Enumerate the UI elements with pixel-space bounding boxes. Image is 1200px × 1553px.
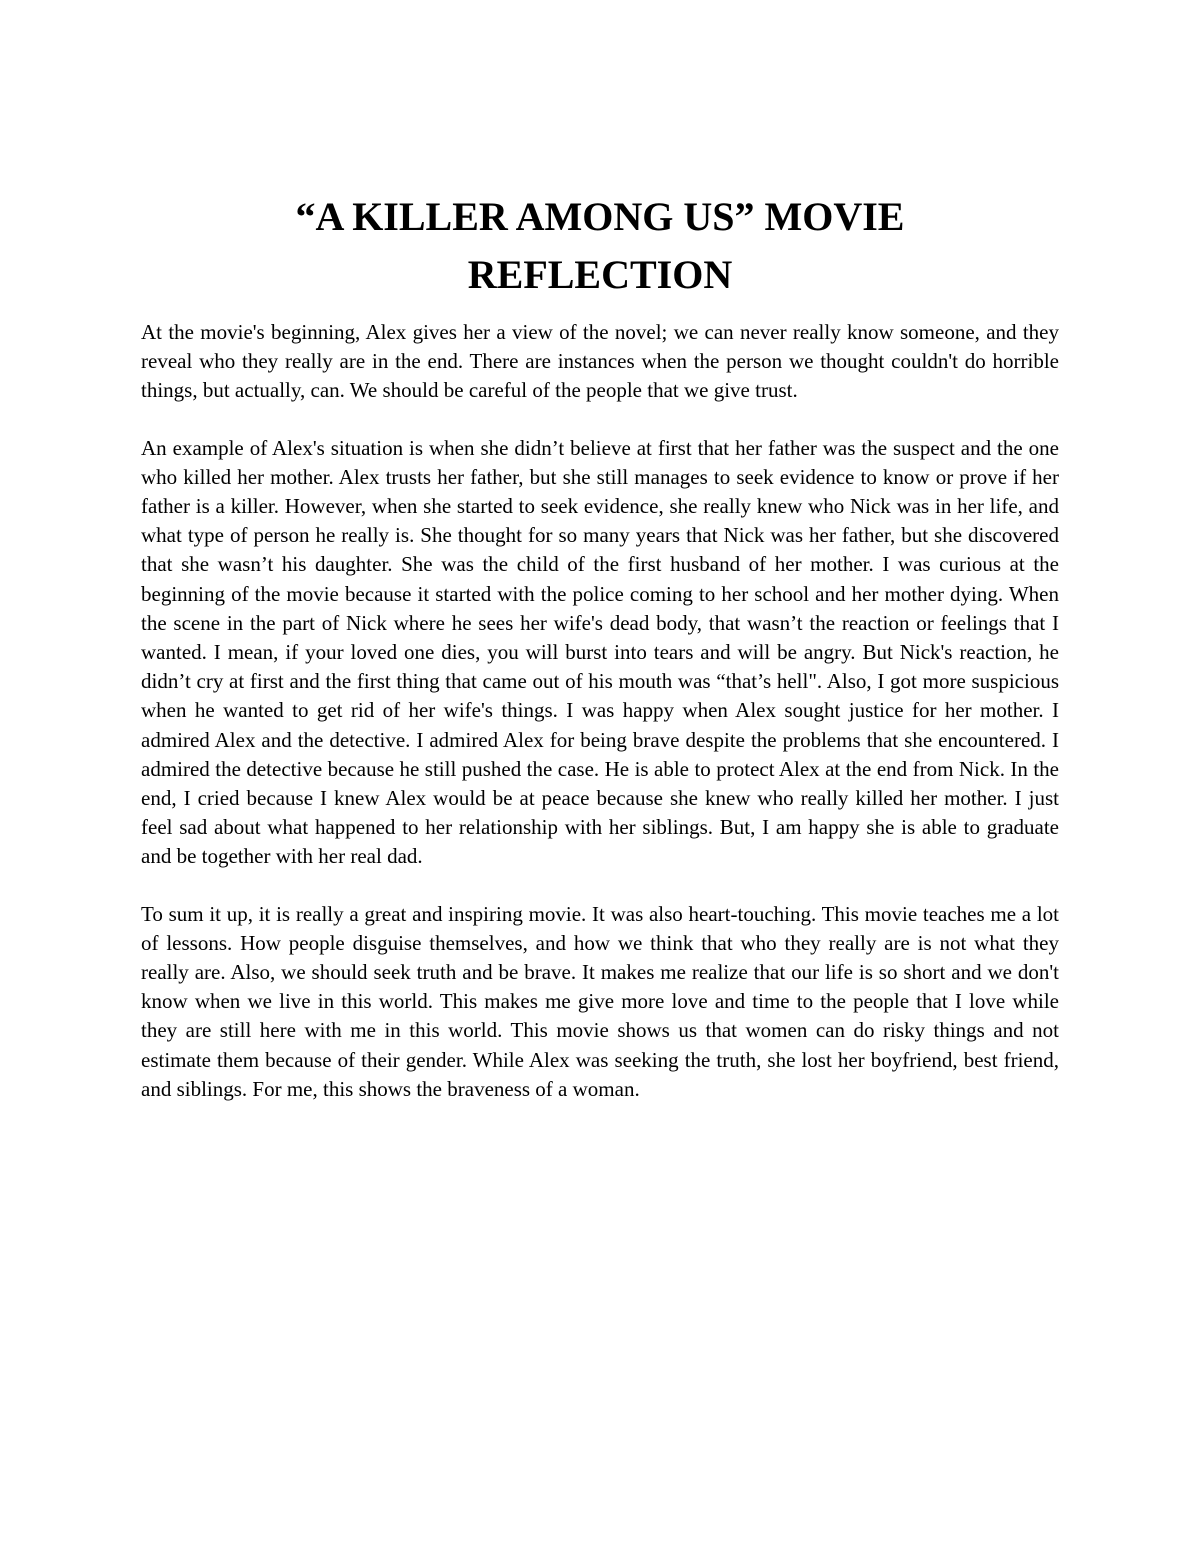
paragraph-conclusion: To sum it up, it is really a great and inspiring movie. It was also heart-touching. This movie teaches me a lot of lessons. How people disguise themselves, and how we think that who they really are is not what they really are. Also, we should seek truth and be brave. It makes me realize that our life is so short and we don't know when we live in this world. This makes me give more love and time to the people that I love while they are still here with me in this world. This movie shows us that women can do risky things and not estimate them because of their gender. While Alex was seeking the truth, she lost her boyfriend, best friend, and siblings. For me, this shows the braveness of a woman. bbox=[141, 901, 1059, 1101]
title-line-2: REFLECTION bbox=[467, 252, 733, 297]
page-title bbox=[140, 188, 1060, 304]
paragraph-intro: At the movie's beginning, Alex gives her a view of the novel; we can never really know someone, and they reveal who they really are in the end. There are instances when the person we thought couldn't do horrible things, but actually, can. We should be careful of the people that we give trust. bbox=[141, 320, 1059, 403]
document-body bbox=[141, 318, 1059, 1132]
paragraph-example: An example of Alex's situation is when she didn’t believe at first that her father was the suspect and the one who killed her mother. Alex trusts her father, but she still manages to seek evidence to know or prove if her father is a killer. However, when she started to seek evidence, she really knew who Nick was in her life, and what type of person he really is. She thought for so many years that Nick was her father, but she discovered that she wasn’t his daughter. She was the child of the first husband of her mother. I was curious at the beginning of the movie because it started with the police coming to her school and her mother dying. When the scene in the part of Nick where he sees her wife's dead body, that wasn’t the reaction or feelings that I wanted. I mean, if your loved one dies, you will burst into tears and will be angry. But Nick's reaction, he didn’t cry at first and the first thing that came out of his mouth was “that’s hell". Also, I got more suspicious when he wanted to get rid of her wife's things. I was happy when Alex sought justice for her mother. I admired Alex and the detective. I admired Alex for being brave despite the problems that she encountered. I admired the detective because he still pushed the case. He is able to protect Alex at the end from Nick. In the end, I cried because I knew Alex would be at peace because she knew who really killed her mother. I just feel sad about what happened to her relationship with her siblings. But, I am happy she is able to graduate and be together with her real dad. bbox=[141, 435, 1059, 869]
title-line-1: “A KILLER AMONG US” MOVIE bbox=[295, 194, 905, 239]
